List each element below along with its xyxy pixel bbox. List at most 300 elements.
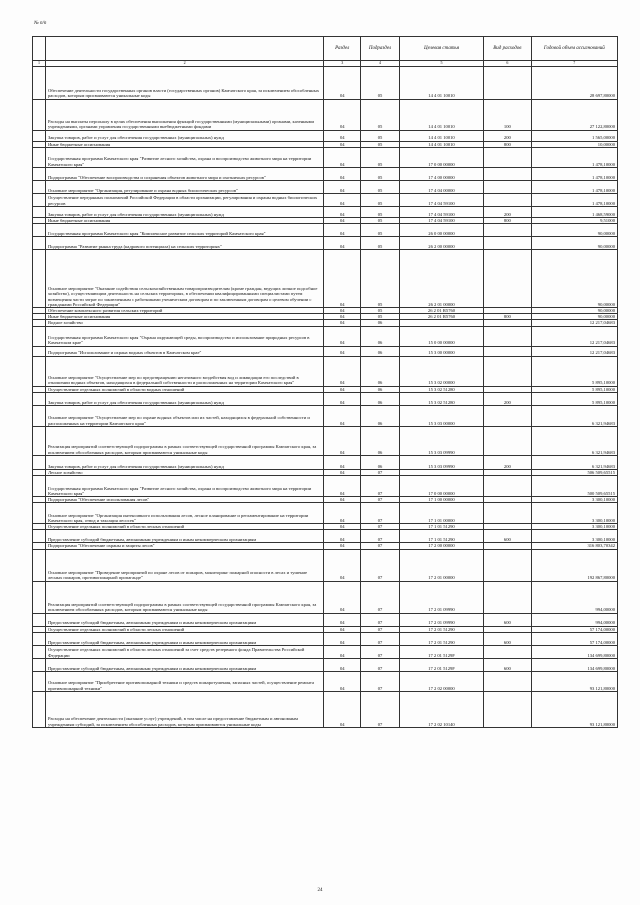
razdel-code: 04 xyxy=(324,549,361,581)
podrazdel-code: 07 xyxy=(361,581,400,613)
target-article-code: 17 2 00 00000 xyxy=(399,543,483,549)
podrazdel-code: 06 xyxy=(361,386,400,392)
razdel-code: 04 xyxy=(324,632,361,645)
num-cell xyxy=(33,346,46,356)
column-number: 1 xyxy=(33,61,46,67)
table-header-row xyxy=(33,37,618,61)
razdel-code: 04 xyxy=(324,691,361,727)
annual-amount: 5 895,10000 xyxy=(531,386,617,392)
target-article-code: 26 2 01 R5760 xyxy=(399,308,483,314)
podrazdel-code: 05 xyxy=(361,147,400,167)
podrazdel-code: 05 xyxy=(361,141,400,147)
annual-amount: 3 300,10000 xyxy=(531,530,617,543)
header-podrazdel: Подраздел xyxy=(361,37,400,61)
podrazdel-code: 07 xyxy=(361,476,400,497)
item-name: Подпрограмма "Обеспечение воспроизводства и сохранения объектов животного мира и охотничьих ресурсов" xyxy=(45,167,323,180)
razdel-code: 04 xyxy=(324,193,361,206)
item-name: Предоставление субсидий бюджетным, автономным учреждениям и иным некоммерческим организациям xyxy=(45,658,323,671)
podrazdel-code: 05 xyxy=(361,167,400,180)
podrazdel-code: 06 xyxy=(361,346,400,356)
num-cell xyxy=(33,426,46,455)
expense-type-code xyxy=(484,250,531,308)
target-article-code: 17 4 04 59100 xyxy=(399,193,483,206)
header-num xyxy=(33,37,46,61)
expense-type-code xyxy=(484,66,531,99)
expense-type-code: 200 xyxy=(484,392,531,405)
expense-type-code: 800 xyxy=(484,217,531,223)
annual-amount: 134 699,80000 xyxy=(531,658,617,671)
item-name: Предоставление субсидий бюджетным, автономным учреждениям и иным некоммерческим организациям xyxy=(45,530,323,543)
table-row xyxy=(33,613,618,626)
num-cell xyxy=(33,581,46,613)
column-number: 4 xyxy=(361,61,400,67)
podrazdel-code: 06 xyxy=(361,326,400,346)
item-name: Основное мероприятие "Осуществление мер по охране водных объектов или их частей, находящихся в федеральной собственности и расположенных на территории Камчатского края" xyxy=(45,405,323,426)
podrazdel-code: 07 xyxy=(361,691,400,727)
target-article-code: 17 4 04 00000 xyxy=(399,180,483,193)
annual-amount: 90,00000 xyxy=(531,314,617,320)
podrazdel-code: 07 xyxy=(361,671,400,691)
target-article-code: 15 3 03 09990 xyxy=(399,455,483,469)
num-cell xyxy=(33,455,46,469)
num-cell xyxy=(33,250,46,308)
table-row xyxy=(33,530,618,543)
razdel-code: 04 xyxy=(324,455,361,469)
podrazdel-code: 05 xyxy=(361,314,400,320)
table-row xyxy=(33,581,618,613)
podrazdel-code: 07 xyxy=(361,645,400,658)
num-cell xyxy=(33,167,46,180)
table-body xyxy=(33,66,618,727)
annual-amount: 1 478,10000 xyxy=(531,147,617,167)
razdel-code: 04 xyxy=(324,386,361,392)
razdel-code: 04 xyxy=(324,308,361,314)
annual-amount: 57 174,00000 xyxy=(531,632,617,645)
header-razdel: Раздел xyxy=(324,37,361,61)
target-article-code: 17 2 01 5129F xyxy=(399,658,483,671)
table-row xyxy=(33,356,618,386)
annual-amount: 90,00000 xyxy=(531,224,617,237)
razdel-code: 04 xyxy=(324,405,361,426)
podrazdel-code: 06 xyxy=(361,392,400,405)
razdel-code: 04 xyxy=(324,180,361,193)
item-name: Основное мероприятие "Проведение мероприятий по охране лесов от пожаров, мониторинг пожарной опасности в лесах и тушение лесных пожаров, противопожарной пропаганде" xyxy=(45,549,323,581)
annual-amount: 316 803,70342 xyxy=(531,543,617,549)
budget-table xyxy=(32,36,618,728)
item-name: Осуществление отдельных полномочий в области лесных отношений xyxy=(45,524,323,530)
target-article-code: 17 2 01 09990 xyxy=(399,581,483,613)
table-row xyxy=(33,658,618,671)
table-row xyxy=(33,632,618,645)
expense-type-code xyxy=(484,224,531,237)
razdel-code: 04 xyxy=(324,217,361,223)
table-row xyxy=(33,237,618,250)
num-cell xyxy=(33,66,46,99)
num-cell xyxy=(33,224,46,237)
podrazdel-code: 05 xyxy=(361,308,400,314)
razdel-code: 04 xyxy=(324,66,361,99)
target-article-code: 15 3 03 09990 xyxy=(399,426,483,455)
expense-type-code: 800 xyxy=(484,314,531,320)
annual-amount: 6 321,94683 xyxy=(531,405,617,426)
target-article-code: 17 2 01 51290 xyxy=(399,626,483,632)
column-number: 3 xyxy=(324,61,361,67)
annual-amount: 134 699,80000 xyxy=(531,645,617,658)
target-article-code: 15 3 02 00000 xyxy=(399,356,483,386)
item-name: Обеспечение деятельности государственных органов власти (государственных органов) Камчатского края, за исключением обособленных расходов, которым присваиваются уникальные коды xyxy=(45,66,323,99)
table-row xyxy=(33,130,618,141)
num-cell xyxy=(33,147,46,167)
annual-amount: 5 895,10000 xyxy=(531,392,617,405)
expense-type-code xyxy=(484,237,531,250)
table-row xyxy=(33,99,618,130)
podrazdel-code: 06 xyxy=(361,356,400,386)
table-row xyxy=(33,691,618,727)
annual-amount: 1 478,10000 xyxy=(531,167,617,180)
razdel-code: 04 xyxy=(324,250,361,308)
item-name: Реализация мероприятий соответствующей подпрограммы в рамках соответствующей государственной программы Камчатского края, за исключением обособленных расходов, которым присваиваются уникальные коды xyxy=(45,581,323,613)
annual-amount: 27 122,80000 xyxy=(531,99,617,130)
annual-amount: 5 895,10000 xyxy=(531,356,617,386)
item-name: Подпрограмма "Обеспечение охраны и защиты лесов" xyxy=(45,543,323,549)
expense-type-code xyxy=(484,167,531,180)
expense-type-code xyxy=(484,405,531,426)
podrazdel-code: 05 xyxy=(361,99,400,130)
podrazdel-code: 06 xyxy=(361,455,400,469)
expense-type-code: 800 xyxy=(484,141,531,147)
table-row xyxy=(33,476,618,497)
podrazdel-code: 06 xyxy=(361,405,400,426)
header-name xyxy=(45,37,323,61)
item-name: Закупка товаров, работ и услуг для обеспечения государственных (муниципальных) нужд xyxy=(45,130,323,141)
target-article-code: 26 2 00 00000 xyxy=(399,237,483,250)
item-name: Осуществление отдельных полномочий в области лесных отношений xyxy=(45,626,323,632)
podrazdel-code: 07 xyxy=(361,543,400,549)
table-row xyxy=(33,392,618,405)
target-article-code: 26 2 01 R5760 xyxy=(399,314,483,320)
razdel-code: 04 xyxy=(324,658,361,671)
annual-amount: 1 468,59000 xyxy=(531,206,617,217)
table-row xyxy=(33,224,618,237)
header-sum: Годовой объем ассигнований xyxy=(531,37,617,61)
annual-amount: 57 174,00000 xyxy=(531,626,617,632)
podrazdel-code: 05 xyxy=(361,130,400,141)
item-name: Основное мероприятие "Осуществление мер по предотвращению негативного воздействия вод и ликвидации его последствий в отношении водных объектов, находящихся в федеральной собственности и расположенных на территории Камчатского края" xyxy=(45,356,323,386)
item-name: Водное хозяйство xyxy=(45,320,323,326)
annual-amount: 506 509,65515 xyxy=(531,469,617,475)
annual-amount: 6 321,94683 xyxy=(531,455,617,469)
annual-amount: 28 697,80000 xyxy=(531,66,617,99)
target-article-code: 17 4 00 00000 xyxy=(399,167,483,180)
expense-type-code xyxy=(484,193,531,206)
annual-amount: 994,00000 xyxy=(531,613,617,626)
expense-type-code xyxy=(484,326,531,346)
razdel-code: 04 xyxy=(324,426,361,455)
annual-amount: 12 217,04683 xyxy=(531,346,617,356)
expense-type-code: 100 xyxy=(484,99,531,130)
podrazdel-code: 05 xyxy=(361,250,400,308)
item-name: Иные бюджетные ассигнования xyxy=(45,314,323,320)
target-article-code: 15 3 02 51280 xyxy=(399,386,483,392)
razdel-code: 04 xyxy=(324,626,361,632)
annual-amount: 192 867,80000 xyxy=(531,549,617,581)
item-name: Обеспечение комплексного развития сельских территорий xyxy=(45,308,323,314)
table-row xyxy=(33,645,618,658)
num-cell xyxy=(33,613,46,626)
table-row xyxy=(33,193,618,206)
annual-amount: 994,00000 xyxy=(531,581,617,613)
num-cell xyxy=(33,206,46,217)
annual-amount: 1 478,10000 xyxy=(531,193,617,206)
row-number-header: № п/п xyxy=(34,21,47,26)
item-name: Государственная программа Камчатского края "Развитие лесного хозяйства, охрана и воспроизводство животного мира на территории Камчатского края" xyxy=(45,147,323,167)
item-name: Осуществление переданных полномочий Российской Федерации в области организации, регулирования и охраны водных биологических ресурсов xyxy=(45,193,323,206)
item-name: Основное мероприятие "Организация, регулирование и охрана водных биологических ресурсов" xyxy=(45,180,323,193)
table-row xyxy=(33,455,618,469)
expense-type-code xyxy=(484,356,531,386)
target-article-code: 15 3 02 51280 xyxy=(399,392,483,405)
target-article-code: 17 1 00 00000 xyxy=(399,497,483,503)
target-article-code: 17 2 01 09990 xyxy=(399,613,483,626)
razdel-code: 04 xyxy=(324,206,361,217)
podrazdel-code: 05 xyxy=(361,193,400,206)
num-cell xyxy=(33,645,46,658)
podrazdel-code: 05 xyxy=(361,206,400,217)
podrazdel-code: 07 xyxy=(361,658,400,671)
razdel-code: 04 xyxy=(324,167,361,180)
target-article-code: 17 2 01 51290 xyxy=(399,632,483,645)
target-article-code: 17 2 01 00000 xyxy=(399,549,483,581)
target-article-code: 17 1 01 00000 xyxy=(399,503,483,524)
item-name: Лесное хозяйство xyxy=(45,469,323,475)
num-cell xyxy=(33,530,46,543)
item-name: Расходы на обеспечение деятельности (оказание услуг) учреждений, в том числе на предоставление бюджетным и автономным учреждениям субсидий, за исключением обособленных расходов, которым присваиваются уникальные коды xyxy=(45,691,323,727)
podrazdel-code: 05 xyxy=(361,180,400,193)
item-name: Основное мероприятие "Приобретение противопожарной техники и средств пожаротушения, запасных частей, осуществление ремонта противопожарной техники" xyxy=(45,671,323,691)
annual-amount: 6 321,94683 xyxy=(531,426,617,455)
item-name: Государственная программа Камчатского края "Комплексное развитие сельских территорий Камчатского края" xyxy=(45,224,323,237)
expense-type-code xyxy=(484,147,531,167)
razdel-code: 04 xyxy=(324,130,361,141)
podrazdel-code: 07 xyxy=(361,613,400,626)
target-article-code: 26 2 01 00000 xyxy=(399,250,483,308)
target-article-code: 17 2 02 00000 xyxy=(399,671,483,691)
item-name: Подпрограмма "Обеспечение использования лесов" xyxy=(45,497,323,503)
podrazdel-code: 07 xyxy=(361,503,400,524)
table-row xyxy=(33,167,618,180)
table-row xyxy=(33,346,618,356)
podrazdel-code: 07 xyxy=(361,530,400,543)
razdel-code: 04 xyxy=(324,99,361,130)
podrazdel-code: 05 xyxy=(361,224,400,237)
num-cell xyxy=(33,503,46,524)
item-name: Реализация мероприятий соответствующей подпрограммы в рамках соответствующей государственной программы Камчатского края, за исключением обособленных расходов, которым присваиваются уникальные коды xyxy=(45,426,323,455)
annual-amount: 93 121,80000 xyxy=(531,691,617,727)
table-row xyxy=(33,326,618,346)
podrazdel-code: 07 xyxy=(361,497,400,503)
annual-amount: 90,00000 xyxy=(531,250,617,308)
column-number: 6 xyxy=(484,61,531,67)
num-cell xyxy=(33,632,46,645)
target-article-code: 15 3 03 00000 xyxy=(399,405,483,426)
column-number: 7 xyxy=(531,61,617,67)
razdel-code: 04 xyxy=(324,356,361,386)
razdel-code: 04 xyxy=(324,320,361,326)
expense-type-code: 200 xyxy=(484,130,531,141)
expense-type-code: 200 xyxy=(484,206,531,217)
target-article-code: 14 4 01 10010 xyxy=(399,99,483,130)
table-row xyxy=(33,671,618,691)
num-cell xyxy=(33,130,46,141)
num-cell xyxy=(33,99,46,130)
expense-type-code xyxy=(484,645,531,658)
expense-type-code xyxy=(484,549,531,581)
razdel-code: 04 xyxy=(324,530,361,543)
table-row xyxy=(33,250,618,308)
target-article-code: 17 1 01 51290 xyxy=(399,530,483,543)
item-name: Подпрограмма "Развитие рынка труда (кадрового потенциала) на сельских территориях" xyxy=(45,237,323,250)
razdel-code: 04 xyxy=(324,346,361,356)
annual-amount: 90,00000 xyxy=(531,308,617,314)
expense-type-code: 200 xyxy=(484,455,531,469)
expense-type-code xyxy=(484,671,531,691)
razdel-code: 04 xyxy=(324,613,361,626)
annual-amount: 3 300,10000 xyxy=(531,497,617,503)
header-vr: Вид расходов xyxy=(484,37,531,61)
annual-amount: 9,51000 xyxy=(531,217,617,223)
target-article-code: 15 3 00 00000 xyxy=(399,346,483,356)
razdel-code: 04 xyxy=(324,543,361,549)
table-row xyxy=(33,549,618,581)
annual-amount: 10,00000 xyxy=(531,141,617,147)
item-name: Осуществление отдельных полномочий в области водных отношений xyxy=(45,386,323,392)
item-name: Закупка товаров, работ и услуг для обеспечения государственных (муниципальных) нужд xyxy=(45,455,323,469)
podrazdel-code: 05 xyxy=(361,237,400,250)
annual-amount: 90,00000 xyxy=(531,237,617,250)
item-name: Закупка товаров, работ и услуг для обеспечения государственных (муниципальных) нужд xyxy=(45,206,323,217)
podrazdel-code: 05 xyxy=(361,217,400,223)
item-name: Закупка товаров, работ и услуг для обеспечения государственных (муниципальных) нужд xyxy=(45,392,323,405)
expense-type-code xyxy=(484,581,531,613)
razdel-code: 04 xyxy=(324,524,361,530)
target-article-code: 17 1 01 51290 xyxy=(399,524,483,530)
target-article-code: 17 2 02 10140 xyxy=(399,691,483,727)
razdel-code: 04 xyxy=(324,237,361,250)
annual-amount: 1 478,10000 xyxy=(531,180,617,193)
num-cell xyxy=(33,476,46,497)
target-article-code: 14 4 01 10010 xyxy=(399,66,483,99)
target-article-code: 17 2 01 5129F xyxy=(399,645,483,658)
razdel-code: 04 xyxy=(324,469,361,475)
razdel-code: 04 xyxy=(324,497,361,503)
table-row xyxy=(33,66,618,99)
target-article-code: 17 0 00 00000 xyxy=(399,147,483,167)
item-name: Предоставление субсидий бюджетным, автономным учреждениям и иным некоммерческим организациям xyxy=(45,632,323,645)
num-cell xyxy=(33,392,46,405)
num-cell xyxy=(33,326,46,346)
target-article-code: 14 4 01 10010 xyxy=(399,141,483,147)
item-name: Иные бюджетные ассигнования xyxy=(45,141,323,147)
annual-amount: 93 121,80000 xyxy=(531,671,617,691)
razdel-code: 04 xyxy=(324,503,361,524)
item-name: Государственная программа Камчатского края "Развитие лесного хозяйства, охрана и воспроизводство животного мира на территории Камчатского края" xyxy=(45,476,323,497)
razdel-code: 04 xyxy=(324,147,361,167)
column-number: 2 xyxy=(45,61,323,67)
razdel-code: 04 xyxy=(324,581,361,613)
table-row xyxy=(33,206,618,217)
table-row xyxy=(33,147,618,167)
expense-type-code: 600 xyxy=(484,530,531,543)
podrazdel-code: 07 xyxy=(361,632,400,645)
podrazdel-code: 05 xyxy=(361,66,400,99)
expense-type-code: 600 xyxy=(484,613,531,626)
table-row xyxy=(33,503,618,524)
razdel-code: 04 xyxy=(324,392,361,405)
razdel-code: 04 xyxy=(324,671,361,691)
target-article-code: 17 0 00 00000 xyxy=(399,476,483,497)
razdel-code: 04 xyxy=(324,326,361,346)
item-name: Иные бюджетные ассигнования xyxy=(45,217,323,223)
item-name: Основное мероприятие "Оказание содействия сельскохозяйственным товаропроизводителям (кроме граждан, ведущих личное подсобное хозяйство), осуществляющим деятельность на сельских территориях, в обеспечении квалифицированными специалистами путем возмещения части затрат по заключенным с работниками ученическим договорам и по заключенным договорам о целевом обучении с гражданами Российской Федерации" xyxy=(45,250,323,308)
expense-type-code: 600 xyxy=(484,632,531,645)
num-cell xyxy=(33,193,46,206)
expense-type-code xyxy=(484,180,531,193)
num-cell xyxy=(33,671,46,691)
page-number: 24 xyxy=(317,888,323,893)
annual-amount: 12 217,04683 xyxy=(531,326,617,346)
item-name: Расходы на выплаты персоналу в целях обеспечения выполнения функций государственными (муниципальными) органами, казенными учреждениями, органами управления государственными внебюджетными фондами xyxy=(45,99,323,130)
item-name: Подпрограмма "Использование и охрана водных объектов в Камчатском крае" xyxy=(45,346,323,356)
podrazdel-code: 06 xyxy=(361,426,400,455)
num-cell xyxy=(33,356,46,386)
num-cell xyxy=(33,658,46,671)
table-row xyxy=(33,426,618,455)
podrazdel-code: 06 xyxy=(361,320,400,326)
annual-amount: 3 300,10000 xyxy=(531,503,617,524)
expense-type-code xyxy=(484,426,531,455)
expense-type-code xyxy=(484,503,531,524)
annual-amount: 500 509,65515 xyxy=(531,476,617,497)
num-cell xyxy=(33,237,46,250)
item-name: Осуществление отдельных полномочий в области лесных отношений за счет средств резервного фонда Правительства Российской Федерации xyxy=(45,645,323,658)
item-name: Предоставление субсидий бюджетным, автономным учреждениям и иным некоммерческим организациям xyxy=(45,613,323,626)
column-number: 5 xyxy=(399,61,483,67)
expense-type-code: 600 xyxy=(484,658,531,671)
expense-type-code xyxy=(484,691,531,727)
header-csr: Целевая статья xyxy=(399,37,483,61)
target-article-code: 17 4 04 59100 xyxy=(399,206,483,217)
item-name: Государственная программа Камчатского края "Охрана окружающей среды, воспроизводство и использование природных ресурсов в Камчатском крае" xyxy=(45,326,323,346)
num-cell xyxy=(33,691,46,727)
target-article-code: 14 4 01 10010 xyxy=(399,130,483,141)
num-cell xyxy=(33,549,46,581)
target-article-code: 17 4 04 59100 xyxy=(399,217,483,223)
razdel-code: 04 xyxy=(324,476,361,497)
razdel-code: 04 xyxy=(324,224,361,237)
table-row xyxy=(33,405,618,426)
podrazdel-code: 07 xyxy=(361,549,400,581)
num-cell xyxy=(33,405,46,426)
annual-amount: 1 565,00000 xyxy=(531,130,617,141)
target-article-code: 15 0 00 00000 xyxy=(399,326,483,346)
razdel-code: 04 xyxy=(324,645,361,658)
num-cell xyxy=(33,180,46,193)
table-row xyxy=(33,180,618,193)
podrazdel-code: 07 xyxy=(361,469,400,475)
podrazdel-code: 07 xyxy=(361,524,400,530)
item-name: Основное мероприятие "Организация интенсивного использования лесов, лесное планирование и регламентирование на территории Камчатского края, отвод и таксация лесосек" xyxy=(45,503,323,524)
target-article-code: 26 0 00 00000 xyxy=(399,224,483,237)
